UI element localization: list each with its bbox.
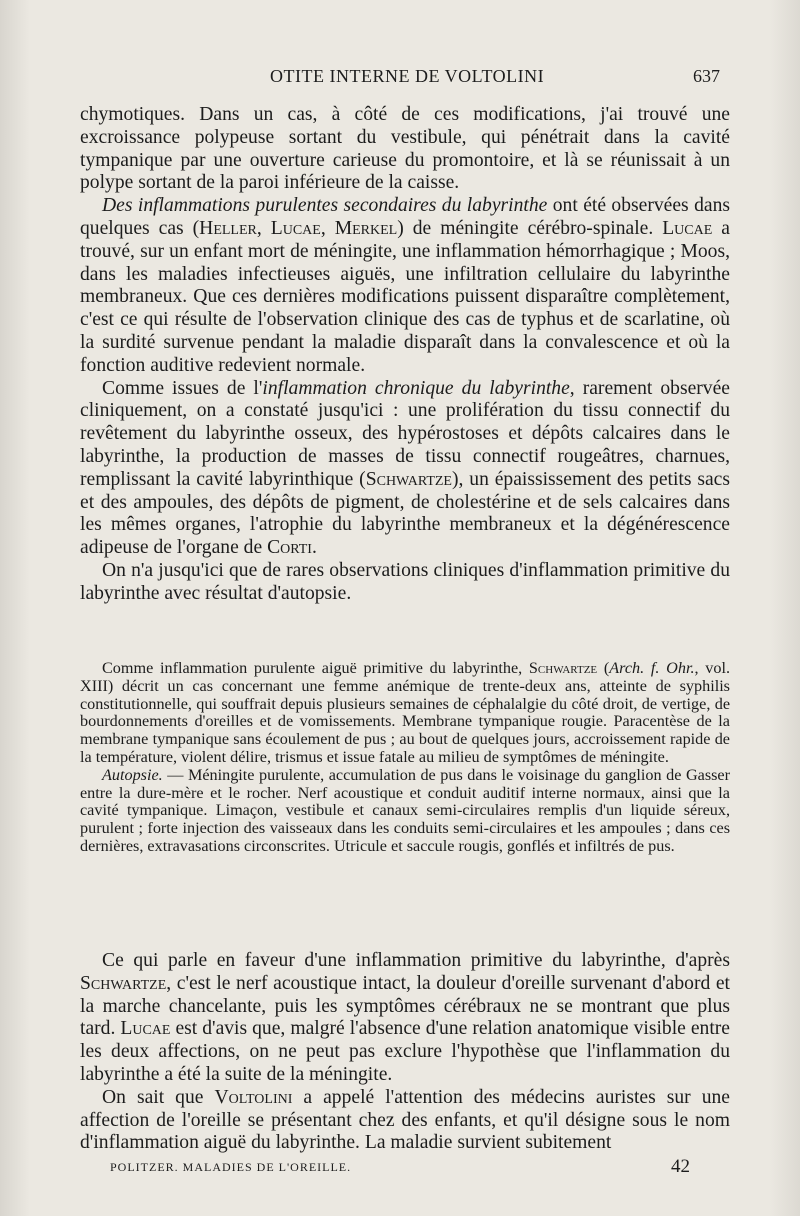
paragraph-secondary-inflammation: Des inflammations purulentes secondaires du labyrinthe ont été observées dans quelques cas (Heller, Lucae, Merkel) de méningite cérébro-spinale. Lucae a trouvé, sur un enfant mort de méningite, une inflammation hémorrhagique ; Moos, dans les maladies infectieuses aiguës, une infiltration cellulaire du labyrinthe membraneux. Que ces dernières modifications puissent disparaître complètement, c'est ce qui résulte de l'observation clinique des cas de typhus et de scarlatine, où la surdité survenue pendant la maladie disparaît dans la convalescence et où la fonction auditive redevient normale. (80, 195, 731, 376)
printer-signature: POLITZER. MALADIES DE L'OREILLE. (110, 1160, 352, 1174)
paragraph-continuation: chymotiques. Dans un cas, à côté de ces modifications, j'ai trouvé une excroissance polypeuse sortant du vestibule, qui pénétrait dans la cavité tympanique par une ouverture carieuse du promontoire, et là se réunissait à un polype sortant de la paroi inférieure de la caisse. (80, 104, 730, 194)
page-header (80, 66, 720, 96)
note-case-description: Comme inflammation purulente aiguë primitive du labyrinthe, Schwartze (Arch. f. Ohr., vol. XIII) décrit un cas concernant une femme anémique de trente-deux ans, atteinte de syphilis constitutionnelle, qui souffrait depuis plusieurs semaines de céphalalgie du côté droit, de vertige, de bourdonnements d'oreilles et de vomissements. Membrane tympanique rougie. Paracentèse de la membrane tympanique sans écoulement de pus ; au bout de quelques jours, accroissement rapide de la température, violent délire, trismus et issue fatale au milieu de symptômes de méningite. (80, 659, 730, 766)
case-note (80, 660, 730, 856)
paragraph-rare-observations: On n'a jusqu'ici que de rares observations cliniques d'inflammation primitive du labyrinthe avec résultat d'autopsie. (80, 559, 730, 604)
paragraph-primary-arguments: Ce qui parle en faveur d'une inflammation primitive du labyrinthe, d'après Schwartze, c'est le nerf acoustique intact, la douleur d'oreille survenant d'abord et la marche chancelante, puis les symptômes cérébraux ne se montrant que plus tard. Lucae est d'avis que, malgré l'absence d'une relation anatomique visible entre les deux affections, on ne peut pas exclure l'hypothèse que l'inflammation du labyrinthe a été la suite de la méningite. (80, 950, 730, 1085)
sheet-number: 42 (671, 1156, 690, 1177)
paragraph-voltolini: On sait que Voltolini a appelé l'attention des médecins auristes sur une affection de l'oreille se présentant chez des enfants, et qu'il désigne sous le nom d'inflammation aiguë du labyrinthe. La maladie survient subitement (80, 1086, 730, 1154)
main-text-top (80, 104, 730, 606)
paragraph-chronic-inflammation: Comme issues de l'inflammation chronique du labyrinthe, rarement observée cliniquement, on a constaté jusqu'ici : une prolifération du tissu connectif du revêtement du labyrinthe osseux, des hypérostoses et dépôts calcaires dans le labyrinthe, la production de masses de tissu connectif rougeâtres, charnues, remplissant la cavité labyrinthique (Schwartze), un épaississement des petits sacs et des ampoules, des dépôts de pigment, de cholestérine et de sels calcaires dans les mêmes organes, l'atrophie du labyrinthe membraneux et la dégénérescence adipeuse de l'organe de Corti. (80, 377, 730, 559)
main-text-bottom (80, 950, 730, 1155)
page-footer (110, 1156, 690, 1180)
note-autopsy: Autopsie. — Méningite purulente, accumulation de pus dans le voisinage du ganglion de Gasser entre la dure-mère et le rocher. Nerf acoustique et conduit auditif interne normaux, ainsi que la cavité tympanique. Limaçon, vestibule et canaux semi-circulaires remplis d'un liquide séreux, purulent ; forte injection des vaisseaux dans les conduits semi-circulaires et les ampoules ; dans ces dernières, extravasations circonscrites. Utricule et saccule rougis, gonflés et infiltrés de pus. (80, 765, 730, 855)
page-number: 637 (693, 66, 720, 86)
running-title: OTITE INTERNE DE VOLTOLINI (270, 66, 545, 86)
